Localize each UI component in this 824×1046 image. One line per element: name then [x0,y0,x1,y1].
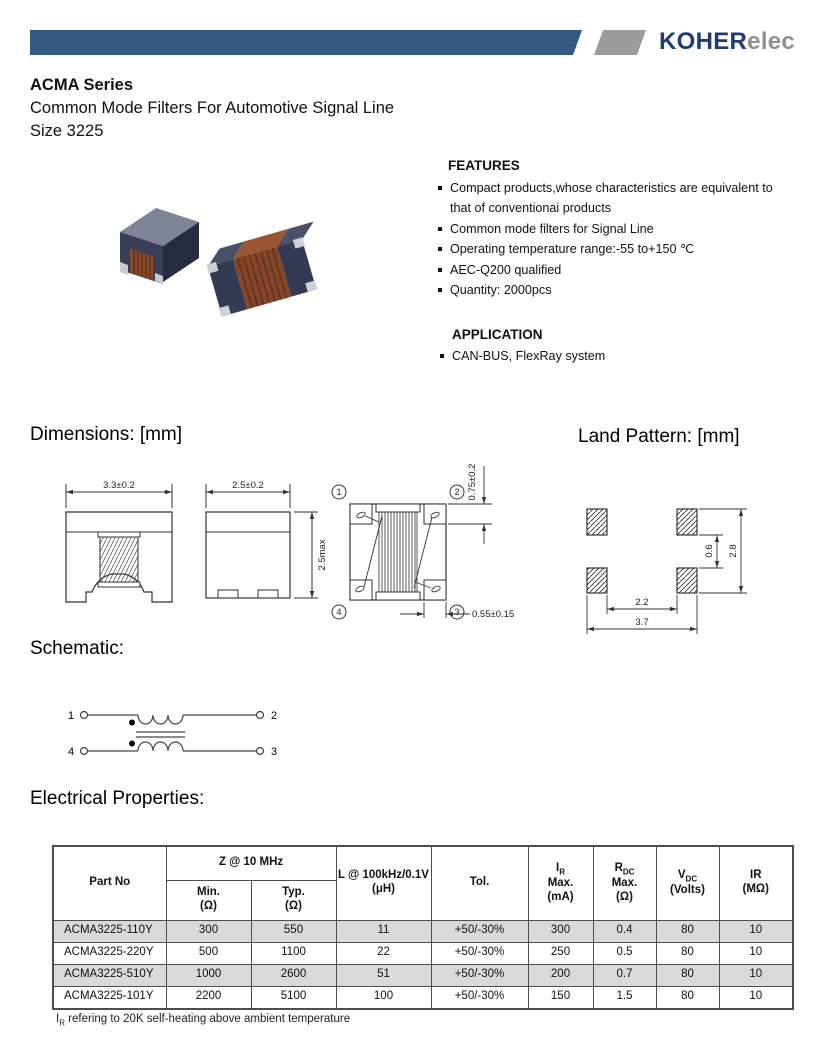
application-section [438,327,796,366]
schematic-pin-2: 2 [270,710,278,722]
pin-4-label: 4 [336,607,342,617]
bullet-icon [438,227,442,231]
l-value: 11 [336,920,431,942]
part-number: ACMA3225-110Y [53,920,166,942]
terminal-width-label: 0.55±0.15 [472,609,515,620]
land-outer-vertical-label: 2.8 [728,544,739,558]
l-value: 51 [336,964,431,986]
front-width-label: 3.3±0.2 [103,480,135,491]
feature-text: Quantity: 2000pcs [450,282,552,297]
land-pad [677,568,697,593]
vdc-value: 80 [656,942,719,964]
application-text: CAN-BUS, FlexRay system [452,349,606,363]
schematic-drawing [58,692,288,778]
product-subtitle: Common Mode Filters For Automotive Signal Line [30,98,395,117]
land-pad [587,568,607,593]
electrical-properties-table [52,845,794,1010]
tol-value: +50/-30% [431,920,528,942]
pin-3-label: 3 [454,607,460,617]
col-tolerance: Tol. [431,846,528,920]
z-min-value: 300 [166,920,251,942]
logo-text-elec: elec [747,28,796,55]
footnote-subscript: R [59,1018,65,1028]
rdc-value: 1.5 [593,986,656,1009]
irm-value: 10 [719,986,793,1009]
rdc-value: 0.7 [593,964,656,986]
z-typ-value: 550 [251,920,336,942]
ir-value: 250 [528,942,593,964]
header-accent-bar [30,30,582,55]
z-min-value: 1000 [166,964,251,986]
col-ir-insulation: IR (MΩ) [719,846,793,920]
dimensions-heading: Dimensions: [mm] [30,424,183,445]
table-row [53,986,793,1009]
rdc-value: 0.4 [593,920,656,942]
ir-value: 200 [528,964,593,986]
part-number: ACMA3225-101Y [53,986,166,1009]
side-width-label: 2.5±0.2 [232,480,264,491]
col-part-no: Part No [53,846,166,920]
part-number: ACMA3225-220Y [53,942,166,964]
feature-text: AEC-Q200 qualified [450,262,562,277]
table-row [53,964,793,986]
product-photo [100,185,330,350]
land-pattern-drawing [575,492,780,642]
land-gap-vertical-label: 0.6 [704,544,715,558]
tol-value: +50/-30% [431,986,528,1009]
z-typ-value: 2600 [251,964,336,986]
company-logo [659,28,795,56]
tol-value: +50/-30% [431,942,528,964]
top-view-drawing [322,452,517,624]
header-slash-decoration [594,30,646,55]
logo-text-koher: KOHER [659,28,748,55]
feature-item [436,280,794,300]
front-view-drawing [58,476,180,622]
feature-item [436,178,794,219]
schematic-pin-4: 4 [67,746,75,758]
bullet-icon [440,354,444,358]
col-z-group: Z @ 10 MHz [166,846,336,880]
features-heading: FEATURES [448,158,520,173]
table-row [53,942,793,964]
vdc-value: 80 [656,920,719,942]
irm-value: 10 [719,942,793,964]
land-outer-horizontal-label: 3.7 [635,617,649,628]
component-photo-1 [120,208,199,284]
z-typ-value: 5100 [251,986,336,1009]
bullet-icon [438,186,442,190]
table-row [53,920,793,942]
footnote [56,1013,350,1027]
vdc-value: 80 [656,964,719,986]
feature-item [436,239,794,259]
land-inner-horizontal-label: 2.2 [635,597,649,608]
side-view-drawing [198,476,332,622]
bullet-icon [438,288,442,292]
col-z-typ: Typ. (Ω) [251,880,336,920]
vdc-value: 80 [656,986,719,1009]
z-min-value: 500 [166,942,251,964]
ir-value: 150 [528,986,593,1009]
feature-item [436,260,794,280]
col-z-min: Min. (Ω) [166,880,251,920]
irm-value: 10 [719,920,793,942]
feature-text: Compact products,whose characteristics are equivalent to that of conventionai products [450,181,773,216]
tol-value: +50/-30% [431,964,528,986]
z-typ-value: 1100 [251,942,336,964]
feature-item [436,219,794,239]
l-value: 100 [336,986,431,1009]
rdc-value: 0.5 [593,942,656,964]
series-title: ACMA Series [30,76,134,94]
application-heading: APPLICATION [452,327,543,342]
size-label: Size 3225 [30,121,104,140]
land-pad [677,509,697,535]
schematic-heading: Schematic: [30,638,124,659]
title-block [30,74,394,142]
pin-2-label: 2 [454,487,460,497]
side-height-label: 2.5max [317,539,328,571]
schematic-pin-3: 3 [270,746,278,758]
bullet-icon [438,247,442,251]
feature-text: Common mode filters for Signal Line [450,221,654,236]
col-inductance: L @ 100kHz/0.1V (μH) [336,846,431,920]
features-section [436,158,794,300]
z-min-value: 2200 [166,986,251,1009]
application-item [438,346,796,366]
footnote-text: refering to 20K self-heating above ambient temperature [64,1013,351,1025]
col-vdc: $V_{DC}$ (Volts) [656,846,719,920]
irm-value: 10 [719,964,793,986]
part-number: ACMA3225-510Y [53,964,166,986]
footnote-symbol: I [56,1013,60,1025]
electrical-heading: Electrical Properties: [30,788,205,809]
ir-value: 300 [528,920,593,942]
col-rdc-max: $R_{DC}$ Max. (Ω) [593,846,656,920]
l-value: 22 [336,942,431,964]
terminal-height-label: 0.75±0.2 [467,463,478,501]
feature-text: Operating temperature range:-55 to+150 ℃ [450,242,695,257]
component-photo-2 [203,222,330,317]
land-pattern-heading: Land Pattern: [mm] [578,426,740,447]
schematic-pin-1: 1 [67,710,75,722]
pin-1-label: 1 [336,487,342,497]
col-ir-max: $I_R$ Max. (mA) [528,846,593,920]
land-pad [587,509,607,535]
bullet-icon [438,268,442,272]
